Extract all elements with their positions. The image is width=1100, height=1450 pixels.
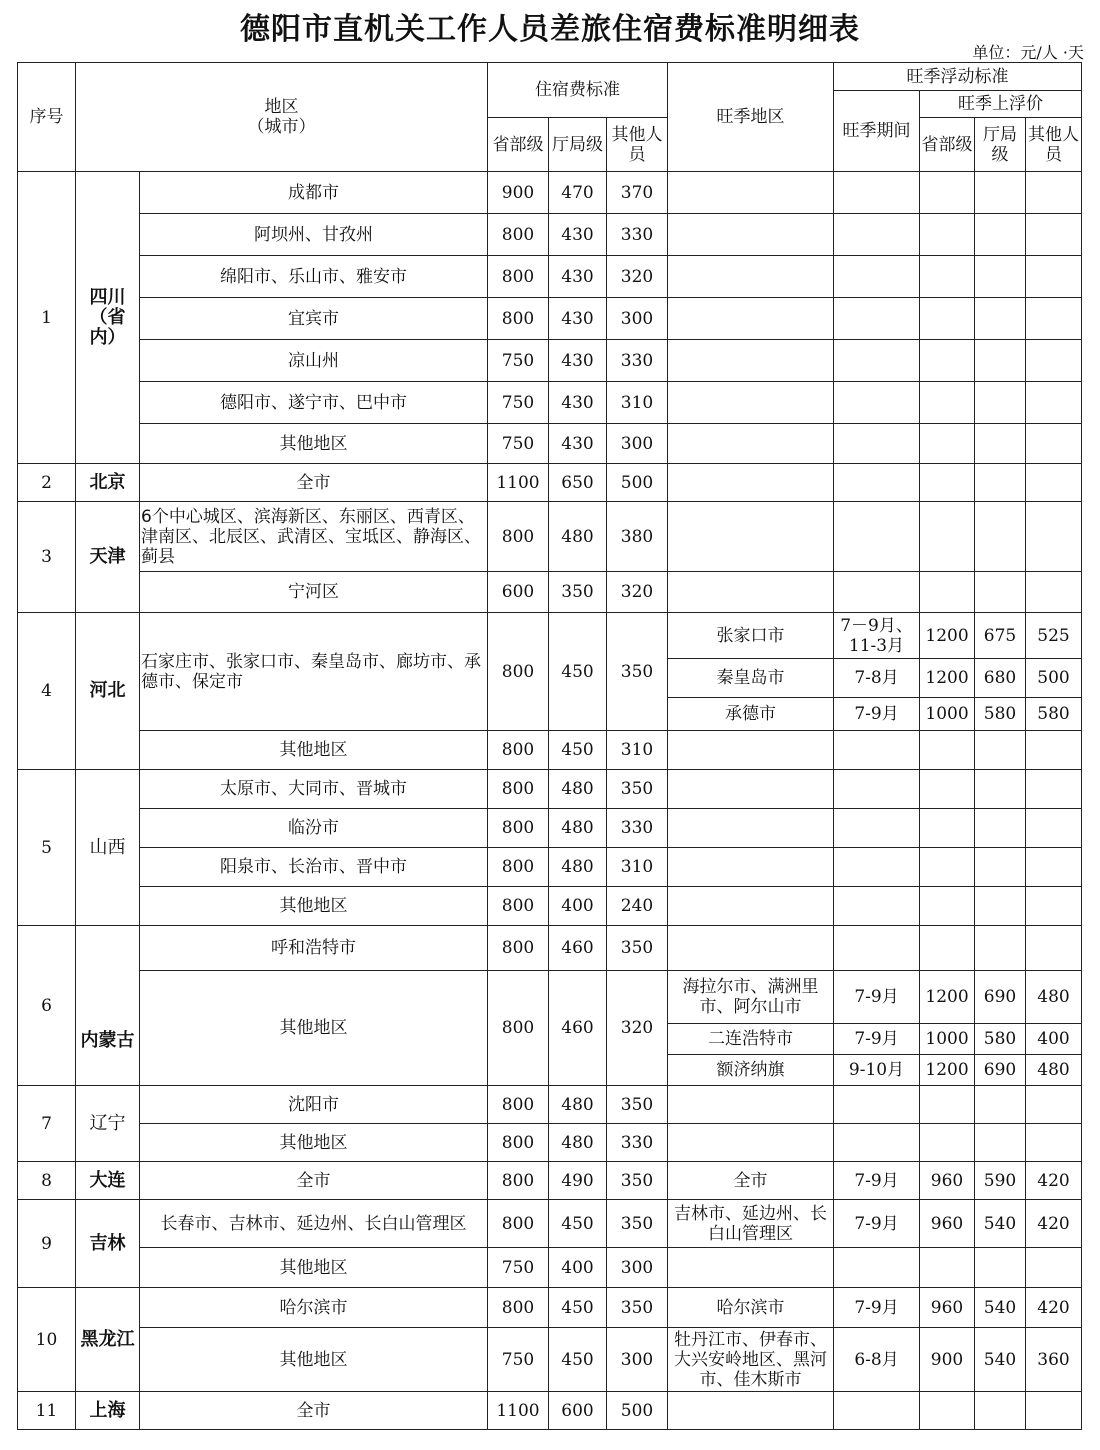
header-standard: 住宿费标准 — [488, 63, 668, 118]
city-cell: 其他地区 — [140, 971, 488, 1086]
province-cell: 上海 — [76, 1392, 140, 1430]
rate-other: 350 — [607, 1162, 668, 1200]
seq-cell: 5 — [18, 770, 76, 926]
rate-dept: 480 — [549, 770, 607, 809]
seq-cell: 9 — [18, 1200, 76, 1288]
province-cell: 大连 — [76, 1162, 140, 1200]
table-row — [18, 1248, 1082, 1288]
rate-prov: 750 — [488, 1248, 549, 1288]
rate-other: 330 — [607, 214, 668, 256]
header-col-dept: 厅局级 — [975, 118, 1026, 172]
peak-rate-other: 420 — [1026, 1162, 1082, 1200]
table-row — [18, 926, 1082, 971]
table-row — [18, 731, 1082, 770]
rate-prov: 800 — [488, 298, 549, 340]
table-row — [18, 424, 1082, 464]
city-cell: 其他地区 — [140, 424, 488, 464]
peak-rate-dept: 680 — [975, 659, 1026, 698]
peak-region-cell: 张家口市 — [668, 613, 834, 659]
rate-prov: 750 — [488, 382, 549, 424]
city-cell: 阳泉市、长治市、晋中市 — [140, 848, 488, 887]
rate-prov: 1100 — [488, 464, 549, 502]
rate-prov: 800 — [488, 1288, 549, 1328]
table-row — [18, 809, 1082, 848]
rate-prov: 800 — [488, 256, 549, 298]
rate-prov: 800 — [488, 887, 549, 926]
city-cell: 临汾市 — [140, 809, 488, 848]
rate-prov: 1100 — [488, 1392, 549, 1430]
table-row — [18, 1200, 1082, 1248]
seq-cell: 8 — [18, 1162, 76, 1200]
rate-prov: 800 — [488, 770, 549, 809]
peak-period-cell: 7－9月、11-3月 — [834, 613, 920, 659]
rate-dept: 460 — [549, 971, 607, 1086]
rate-other: 310 — [607, 731, 668, 770]
rate-dept: 480 — [549, 848, 607, 887]
rate-dept: 490 — [549, 1162, 607, 1200]
city-cell: 全市 — [140, 464, 488, 502]
rate-other: 310 — [607, 382, 668, 424]
table-row — [18, 613, 1082, 659]
table-row — [18, 1162, 1082, 1200]
table-row — [18, 340, 1082, 382]
header-col-prov: 省部级 — [488, 118, 549, 172]
header-col-other: 其他人员 — [1026, 118, 1082, 172]
rate-other: 320 — [607, 572, 668, 613]
peak-region-cell: 哈尔滨市 — [668, 1288, 834, 1328]
peak-rate-prov: 960 — [920, 1162, 975, 1200]
province-cell: 北京 — [76, 464, 140, 502]
table-row — [18, 887, 1082, 926]
rate-other: 330 — [607, 1124, 668, 1162]
rate-prov: 750 — [488, 1328, 549, 1392]
table-row — [18, 971, 1082, 1024]
peak-rate-prov: 1000 — [920, 1024, 975, 1055]
city-cell: 长春市、吉林市、延边州、长白山管理区 — [140, 1200, 488, 1248]
rate-dept: 650 — [549, 464, 607, 502]
city-cell: 其他地区 — [140, 1248, 488, 1288]
header-col-dept: 厅局级 — [549, 118, 607, 172]
rate-dept: 430 — [549, 298, 607, 340]
city-cell: 沈阳市 — [140, 1086, 488, 1124]
header-region — [76, 63, 488, 172]
header-row — [18, 63, 1082, 91]
header-col-prov: 省部级 — [920, 118, 975, 172]
lodging-standard-table — [17, 62, 1082, 1430]
peak-rate-other: 360 — [1026, 1328, 1082, 1392]
rate-prov: 900 — [488, 172, 549, 214]
city-cell: 全市 — [140, 1162, 488, 1200]
city-cell: 呼和浩特市 — [140, 926, 488, 971]
rate-other: 350 — [607, 926, 668, 971]
rate-dept: 430 — [549, 382, 607, 424]
rate-other: 500 — [607, 464, 668, 502]
rate-other: 350 — [607, 1200, 668, 1248]
rate-other: 310 — [607, 848, 668, 887]
peak-rate-prov: 1000 — [920, 698, 975, 731]
province-cell: 辽宁 — [76, 1086, 140, 1162]
city-cell: 绵阳市、乐山市、雅安市 — [140, 256, 488, 298]
rate-other: 350 — [607, 1288, 668, 1328]
header-col-other: 其他人员 — [607, 118, 668, 172]
rate-other: 300 — [607, 298, 668, 340]
peak-rate-other: 400 — [1026, 1024, 1082, 1055]
rate-prov: 800 — [488, 971, 549, 1086]
rate-other: 350 — [607, 770, 668, 809]
province-cell: 山西 — [76, 770, 140, 926]
peak-region-cell: 秦皇岛市 — [668, 659, 834, 698]
rate-dept: 450 — [549, 1288, 607, 1328]
peak-period-cell: 7-9月 — [834, 971, 920, 1024]
page-title: 德阳市直机关工作人员差旅住宿费标准明细表 — [240, 12, 860, 47]
rate-other: 350 — [607, 1086, 668, 1124]
peak-region-cell: 海拉尔市、满洲里市、阿尔山市 — [668, 971, 834, 1024]
peak-region-cell: 全市 — [668, 1162, 834, 1200]
seq-cell: 2 — [18, 464, 76, 502]
province-cell: 天津 — [76, 502, 140, 613]
peak-rate-dept: 690 — [975, 971, 1026, 1024]
peak-rate-dept: 580 — [975, 1024, 1026, 1055]
header-peak-float: 旺季浮动标准 — [834, 63, 1082, 91]
rate-prov: 800 — [488, 809, 549, 848]
peak-region-cell: 牡丹江市、伊春市、大兴安岭地区、黑河市、佳木斯市 — [668, 1328, 834, 1392]
city-cell: 阿坝州、甘孜州 — [140, 214, 488, 256]
rate-dept: 480 — [549, 1124, 607, 1162]
city-cell: 宜宾市 — [140, 298, 488, 340]
peak-rate-dept: 540 — [975, 1328, 1026, 1392]
city-cell: 其他地区 — [140, 1328, 488, 1392]
peak-rate-other: 480 — [1026, 1055, 1082, 1086]
rate-prov: 800 — [488, 848, 549, 887]
table-row — [18, 1328, 1082, 1392]
table-row — [18, 572, 1082, 613]
peak-period-cell: 7-9月 — [834, 1288, 920, 1328]
rate-other: 330 — [607, 340, 668, 382]
peak-rate-prov: 960 — [920, 1200, 975, 1248]
header-peak-region: 旺季地区 — [668, 63, 834, 172]
rate-other: 320 — [607, 971, 668, 1086]
seq-cell: 3 — [18, 502, 76, 613]
rate-prov: 800 — [488, 613, 549, 731]
peak-period-cell: 6-8月 — [834, 1328, 920, 1392]
peak-region-cell: 吉林市、延边州、长白山管理区 — [668, 1200, 834, 1248]
table-row — [18, 464, 1082, 502]
table-row — [18, 1288, 1082, 1328]
rate-dept: 470 — [549, 172, 607, 214]
peak-rate-prov: 1200 — [920, 613, 975, 659]
rate-prov: 800 — [488, 731, 549, 770]
rate-dept: 430 — [549, 256, 607, 298]
table-row — [18, 256, 1082, 298]
rate-other: 320 — [607, 256, 668, 298]
rate-other: 500 — [607, 1392, 668, 1430]
peak-rate-dept: 675 — [975, 613, 1026, 659]
rate-prov: 750 — [488, 340, 549, 382]
city-cell: 太原市、大同市、晋城市 — [140, 770, 488, 809]
city-cell: 石家庄市、张家口市、秦皇岛市、廊坊市、承德市、保定市 — [140, 613, 488, 731]
peak-rate-other: 480 — [1026, 971, 1082, 1024]
rate-dept: 450 — [549, 731, 607, 770]
rate-dept: 460 — [549, 926, 607, 971]
rate-dept: 480 — [549, 1086, 607, 1124]
peak-rate-dept: 690 — [975, 1055, 1026, 1086]
table-row — [18, 382, 1082, 424]
peak-region-cell: 承德市 — [668, 698, 834, 731]
rate-dept: 450 — [549, 613, 607, 731]
peak-period-cell: 7-9月 — [834, 1200, 920, 1248]
rate-prov: 800 — [488, 926, 549, 971]
city-cell: 凉山州 — [140, 340, 488, 382]
peak-period-cell: 7-9月 — [834, 698, 920, 731]
peak-rate-dept: 580 — [975, 698, 1026, 731]
city-cell: 成都市 — [140, 172, 488, 214]
table-row — [18, 214, 1082, 256]
peak-period-cell: 7-9月 — [834, 1024, 920, 1055]
province-cell: 吉林 — [76, 1200, 140, 1288]
rate-prov: 800 — [488, 214, 549, 256]
header-peak-up: 旺季上浮价 — [920, 91, 1082, 118]
table-row — [18, 172, 1082, 214]
city-cell: 其他地区 — [140, 1124, 488, 1162]
unit-label: 单位：元/人 ·天 — [972, 43, 1084, 62]
seq-cell: 4 — [18, 613, 76, 770]
header-region-line1: 地区 — [264, 97, 299, 117]
table-row — [18, 502, 1082, 572]
province-cell: 黑龙江 — [76, 1288, 140, 1392]
peak-rate-dept: 540 — [975, 1200, 1026, 1248]
peak-region-cell: 二连浩特市 — [668, 1024, 834, 1055]
peak-period-cell: 7-8月 — [834, 659, 920, 698]
city-cell: 6个中心城区、滨海新区、东丽区、西青区、津南区、北辰区、武清区、宝坻区、静海区、蓟县 — [140, 502, 488, 572]
peak-rate-other: 525 — [1026, 613, 1082, 659]
rate-dept: 400 — [549, 887, 607, 926]
rate-prov: 750 — [488, 424, 549, 464]
rate-dept: 480 — [549, 502, 607, 572]
rate-other: 300 — [607, 1328, 668, 1392]
city-cell: 全市 — [140, 1392, 488, 1430]
city-cell: 其他地区 — [140, 887, 488, 926]
rate-other: 300 — [607, 1248, 668, 1288]
table-row — [18, 770, 1082, 809]
peak-rate-other: 580 — [1026, 698, 1082, 731]
peak-rate-prov: 1200 — [920, 659, 975, 698]
city-cell: 哈尔滨市 — [140, 1288, 488, 1328]
peak-period-cell: 7-9月 — [834, 1162, 920, 1200]
table-row — [18, 298, 1082, 340]
rate-prov: 800 — [488, 1086, 549, 1124]
rate-dept: 450 — [549, 1328, 607, 1392]
rate-other: 380 — [607, 502, 668, 572]
peak-rate-other: 500 — [1026, 659, 1082, 698]
peak-rate-prov: 900 — [920, 1328, 975, 1392]
rate-dept: 430 — [549, 340, 607, 382]
city-cell: 其他地区 — [140, 731, 488, 770]
city-cell: 德阳市、遂宁市、巴中市 — [140, 382, 488, 424]
rate-prov: 800 — [488, 1200, 549, 1248]
peak-rate-prov: 960 — [920, 1288, 975, 1328]
peak-rate-dept: 540 — [975, 1288, 1026, 1328]
rate-dept: 400 — [549, 1248, 607, 1288]
rate-other: 240 — [607, 887, 668, 926]
seq-cell: 6 — [18, 926, 76, 1086]
peak-rate-dept: 590 — [975, 1162, 1026, 1200]
seq-cell: 11 — [18, 1392, 76, 1430]
table-row — [18, 1392, 1082, 1430]
rate-dept: 450 — [549, 1200, 607, 1248]
header-region-line2: （城市） — [247, 117, 316, 137]
seq-cell: 7 — [18, 1086, 76, 1162]
province-cell: 内蒙古 — [76, 926, 140, 1086]
seq-cell: 1 — [18, 172, 76, 464]
peak-rate-other: 420 — [1026, 1288, 1082, 1328]
rate-dept: 350 — [549, 572, 607, 613]
peak-rate-prov: 1200 — [920, 1055, 975, 1086]
seq-cell: 10 — [18, 1288, 76, 1392]
peak-rate-prov: 1200 — [920, 971, 975, 1024]
rate-prov: 800 — [488, 1162, 549, 1200]
province-cell: 河北 — [76, 613, 140, 770]
rate-dept: 430 — [549, 424, 607, 464]
rate-other: 300 — [607, 424, 668, 464]
peak-rate-other: 420 — [1026, 1200, 1082, 1248]
table-row — [18, 1124, 1082, 1162]
rate-dept: 480 — [549, 809, 607, 848]
rate-other: 370 — [607, 172, 668, 214]
header-peak-period: 旺季期间 — [834, 91, 920, 172]
rate-dept: 600 — [549, 1392, 607, 1430]
peak-region-cell: 额济纳旗 — [668, 1055, 834, 1086]
province-cell: 四川（省内） — [76, 172, 140, 464]
table-row — [18, 1086, 1082, 1124]
peak-period-cell: 9-10月 — [834, 1055, 920, 1086]
rate-prov: 800 — [488, 1124, 549, 1162]
rate-prov: 600 — [488, 572, 549, 613]
rate-prov: 800 — [488, 502, 549, 572]
city-cell: 宁河区 — [140, 572, 488, 613]
table-row — [18, 848, 1082, 887]
rate-other: 330 — [607, 809, 668, 848]
rate-dept: 430 — [549, 214, 607, 256]
header-seq: 序号 — [18, 63, 76, 172]
rate-other: 350 — [607, 613, 668, 731]
